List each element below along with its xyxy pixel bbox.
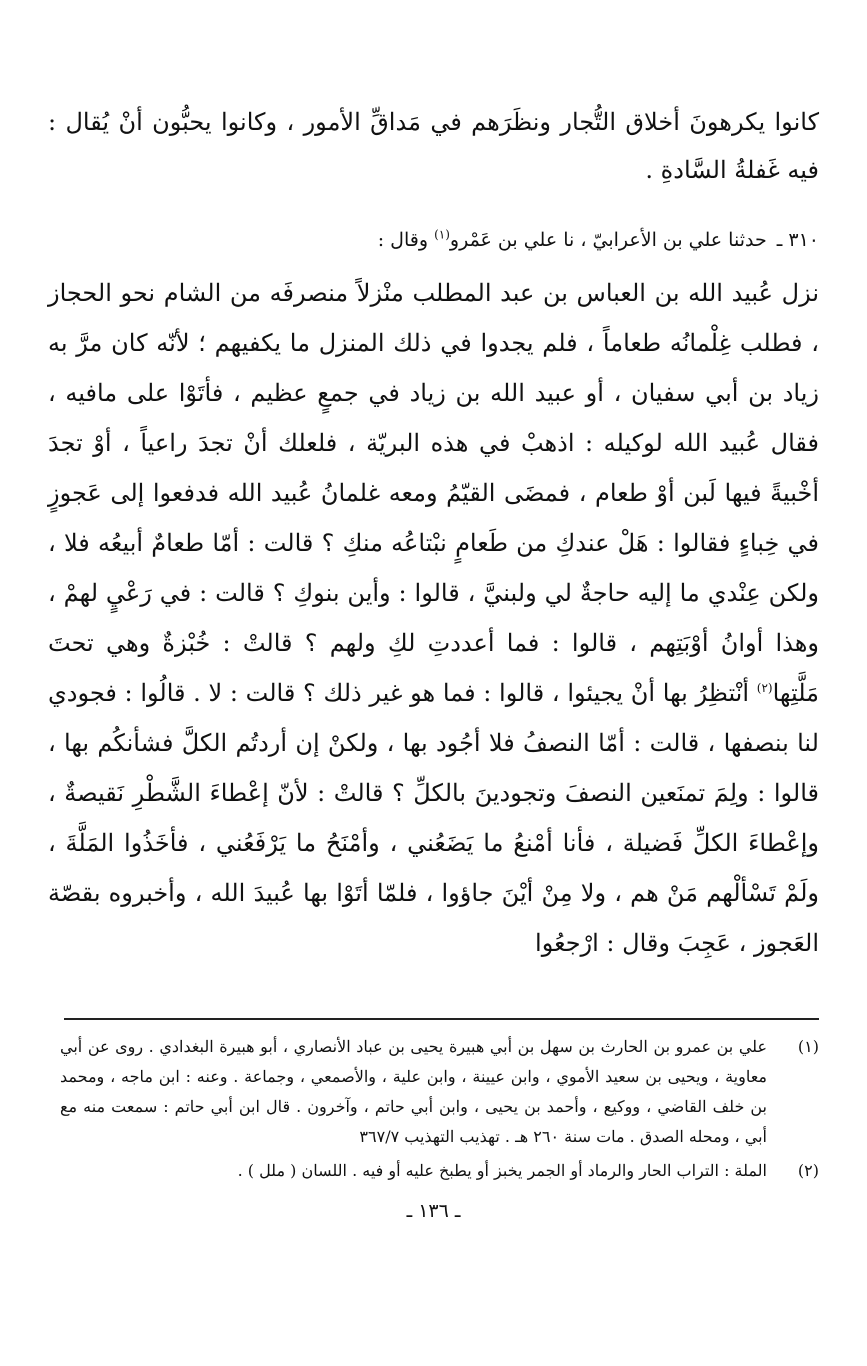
- footnote-number: (١): [797, 1037, 819, 1056]
- footnote-divider: [64, 1018, 819, 1020]
- footnote-ref-1[interactable]: (١): [434, 227, 450, 242]
- hadith-number: ٣١٠ ـ: [776, 229, 819, 251]
- hadith-body: [48, 268, 819, 968]
- footnote-text: الملة : التراب الحار والرماد أو الجمر يخبز أو يطبخ عليه أو فيه . اللسان ( ملل ) .: [237, 1161, 767, 1180]
- footnote-number: (٢): [797, 1161, 819, 1180]
- footnote-ref-2[interactable]: (٢): [756, 681, 773, 695]
- hadith-heading: [48, 222, 819, 258]
- hadith-chain-end: وقال :: [377, 229, 429, 251]
- hadith-body-part1: نزل عُبيد الله بن العباس بن عبد المطلب منْزلاً منصرفَه من الشام نحو الحجاز ، فطلب غِلْمانُه طعاماً ، فلم يجدوا في ذلك المنزل ما يكفيهم ؛ لأنّه كان مرَّ به زياد بن أبي سفيان ، أو عبيد الله بن زياد في جمعٍ عظيم ، فأتَوْا على مافيه ، فقال عُبيد الله لوكيله : اذهبْ في هذه البريّة ، فلعلك أنْ تجدَ راعياً ، أوْ تجدَ أخْبيةً فيها لَبن أوْ طعام ، فمضَى القيّمُ ومعه غلمانُ عُبيد الله فدفعوا إلى عَجوزٍ في خِباءٍ فقالوا : هَلْ عندكِ من طَعامٍ نبْتاعُه منكِ ؟ قالت : أمّا طعامٌ أبيعُه فلا ، ولكن عِنْدي ما إليه حاجةٌ لي ولبنيَّ ، قالوا : وأين بنوكِ ؟ قالت : في رَعْيٍ لهمْ ، وهذا أوانُ أوْبَتِهم ، قالوا : فما أعددتِ لكِ ولهم ؟ قالتْ : خُبْزةٌ وهي تحتَ مَلَّتِها: [48, 279, 819, 707]
- intro-paragraph: كانوا يكرهونَ أخلاق التُّجار ونظَرَهم في مَداقِّ الأمور ، وكانوا يحبُّون أنْ يُقال : فيه غَفلةُ السَّادةِ .: [48, 108, 819, 184]
- hadith-body-part2: أنْتظِرُ بها أنْ يجيئوا ، قالوا : فما هو غير ذلك ؟ قالت : لا . قالُوا : فجودي لنا بنصفها ، قالت : أمّا النصفُ فلا أجُود بها ، ولكنْ إن أردتُم الكلَّ فشأنكُم بها ، قالوا : ولِمَ تمنَعين النصفَ وتجودينَ بالكلِّ ؟ قالتْ : لأنّ إعْطاءَ الشَّطْرِ نَقيصةٌ ، وإعْطاءَ الكلِّ فَضيلة ، فأنا أمْنعُ ما يَضَعُني ، وأمْنَحُ ما يَرْفَعُني ، فأخَذُوا المَلَّةَ ، ولَمْ تَسْألْهم مَنْ هم ، ولا مِنْ أيْنَ جاؤوا ، فلمّا أتَوْا بها عُبيدَ الله ، وأخبروه بقصّة العَجوز ، عَجِبَ وقال : ارْجعُوا: [48, 679, 819, 957]
- footnote-1: [60, 1032, 819, 1152]
- footnote-text: علي بن عمرو بن الحارث بن سهل بن أبي هبيرة يحيى بن عباد الأنصاري ، أبو هبيرة البغدادي . روى عن أبي معاوية ، ويحيى بن سعيد الأموي ، وابن عيينة ، وابن علية ، والأصمعي ، وجماعة . وعنه : ابن ماجه ، ومحمد بن خلف القاضي ، ووكيع ، وأحمد بن يحيى ، وابن أبي حاتم ، وآخرون . قال ابن أبي حاتم : سمعت منه مع أبي ، ومحله الصدق . مات سنة ٢٦٠ هـ . تهذيب التهذيب ٣٦٧/٧: [60, 1037, 767, 1146]
- footnotes: [60, 1032, 819, 1190]
- main-text: [48, 98, 819, 968]
- hadith-chain: حدثنا علي بن الأعرابيّ ، نا علي بن عَمْرو: [449, 229, 767, 251]
- page-number: ـ ١٣٦ ـ: [406, 1200, 461, 1222]
- footnote-2: [60, 1156, 819, 1186]
